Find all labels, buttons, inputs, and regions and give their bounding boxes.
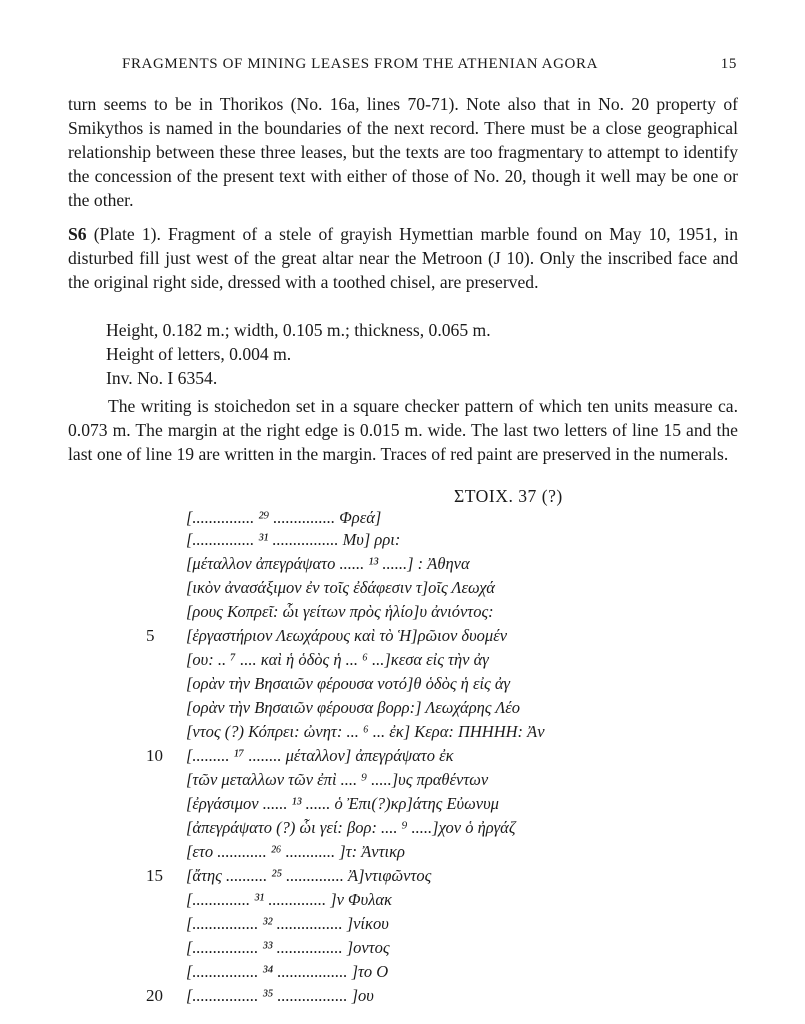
inscription-line: [τῶν μεταλλων τῶν ἐπὶ .... ⁹ .....]υς πραθέντων [186, 770, 489, 789]
inscription-line-number: 20 [146, 986, 163, 1005]
inscription-line-number: 5 [146, 626, 155, 645]
inscription-line: [μέταλλον ἀπεγράψατο ...... ¹³ ......] : Ἀθηνα [186, 554, 470, 573]
page-number: 15 [720, 56, 737, 72]
inscription-line: [................ ³⁵ ................. ]ου [186, 986, 374, 1005]
inscription-line: [ικὸν ἀνασάξιμον ἐν τοῖς ἐδάφεσιν τ]οῖς Λεωχά [186, 578, 495, 597]
dimensions-line-1: Height, 0.182 m.; width, 0.105 m.; thickness, 0.065 m. [106, 320, 491, 340]
inscription-line-number: 15 [146, 866, 163, 885]
inscription-line: [ἀπεγράψατο (?) ὧι γεί: βορ: .... ⁹ .....]χον ὁ ἠργάζ [186, 818, 516, 837]
paragraph-1: turn seems to be in Thorikos (No. 16a, lines 70-71). Note also that in No. 20 property of Smikythos is named in the boundaries of the next record. There must be a close geographical relationship between these three leases, but the texts are too fragmentary to attempt to identify the concession of the present text with either of those of No. 20, though it well may be one or the other. [68, 94, 738, 210]
inscription-line: [......... ¹⁷ ........ μέταλλον] ἀπεγράψατο ἐκ [186, 746, 454, 765]
inscription-line: [ἄτης .......... ²⁵ .............. Ἀ]ντιφῶντος [186, 866, 432, 885]
inscription-line: [ντος (?) Κόπρει: ὠνητ: ... ⁶ ... ἐκ] Κερα: ΠΗΗΗΗ: Ἀν [186, 722, 545, 741]
running-title: FRAGMENTS OF MINING LEASES FROM THE ATHENIAN AGORA [122, 56, 599, 72]
inscription-line: [ρους Κοπρεῖ: ὧι γείτων πρὸς ἡλίο]υ ἀνιόντος: [186, 602, 494, 621]
entry-paragraph [68, 222, 738, 294]
inscription-line-number: 10 [146, 746, 163, 765]
inscription-line: [ορὰν τὴν Βησαιῶν φέρουσα βορρ:] Λεωχάρης Λέο [186, 698, 521, 717]
inscription-line: [............... ³¹ ................ Μυ] ρρι: [186, 530, 401, 549]
paragraph-3: The writing is stoichedon set in a square checker pattern of which ten units measure ca. 0.073 m. The margin at the right edge is 0.015 m. wide. The last two letters of line 15 and the last one of line 19 are written in the margin. Traces of red paint are preserved in the numerals. [68, 396, 738, 464]
inscription-line: [ου: .. ⁷ .... καὶ ἡ ὁδὸς ἡ ... ⁶ ...]κεσα εἰς τὴν ἀγ [186, 650, 489, 669]
inscription-line: [................ ³² ................ ]νίκου [186, 914, 389, 933]
dimensions-line-3: Inv. No. I 6354. [106, 368, 218, 388]
stoichedon-label: ΣΤΟΙΧ. 37 (?) [454, 486, 563, 506]
dimensions-block [106, 318, 491, 390]
inscription-line: [ορὰν τὴν Βησαιῶν φέρουσα νοτό]θ ὁδὸς ἡ εἰς ἀγ [186, 674, 511, 693]
inscription-line: [............... ²⁹ ............... Φρεά] [186, 508, 382, 527]
inscription-line: [ἐργάσιμον ...... ¹³ ...... ὁ Ἐπι(?)κρ]άτης Εὐωνυμ [186, 794, 499, 813]
inscription-line: [.............. ³¹ .............. ]ν Φυλακ [186, 890, 392, 909]
inscription-line: [................ ³³ ................ ]οντος [186, 938, 390, 957]
inscription-line: [ἐργαστήριον Λεωχάρους καὶ τὸ Ἡ]ρῶιον δυομέν [186, 626, 508, 645]
inscription-line: [................ ³⁴ ................. ]το O [186, 962, 389, 981]
dimensions-line-2: Height of letters, 0.004 m. [106, 344, 292, 364]
inscription-line: [ετο ............ ²⁶ ............ ]τ: Ἀντικρ [186, 842, 405, 861]
entry-label: S6 [68, 224, 87, 244]
entry-text: (Plate 1). Fragment of a stele of grayish Hymettian marble found on May 10, 1951, in disturbed fill just west of the great altar near the Metroon (J 10). Only the inscribed face and the original right side, dressed with a toothed chisel, are preserved. [68, 224, 738, 292]
